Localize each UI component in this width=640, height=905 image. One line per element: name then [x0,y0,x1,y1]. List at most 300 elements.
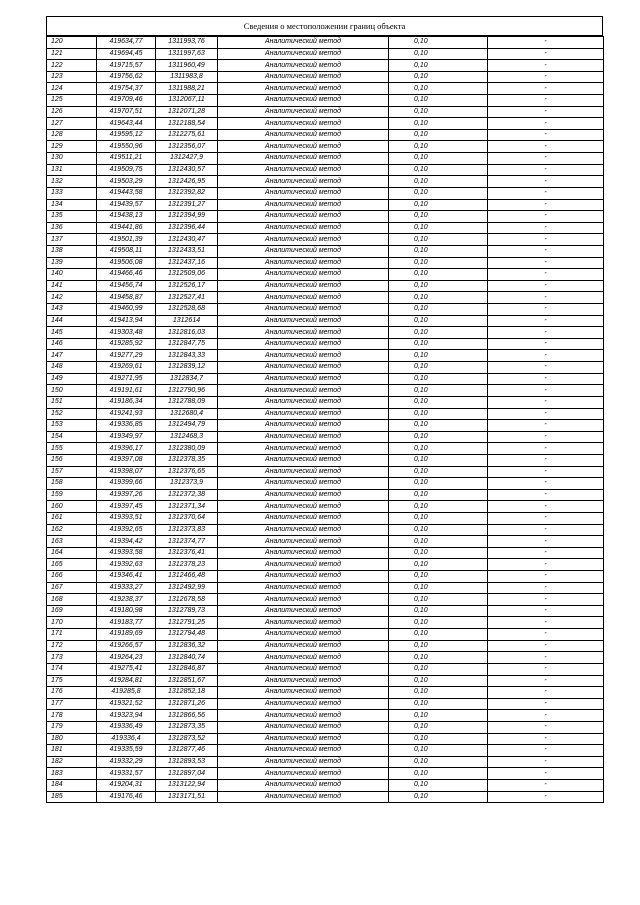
table-row [47,118,604,130]
point-number-cell: 167 [47,582,97,594]
table-row [47,60,604,72]
y-coordinate-cell: 1312836,32 [156,640,218,652]
method-cell: Аналитический метод [218,408,389,420]
x-coordinate-cell: 419331,57 [97,768,156,780]
method-cell: Аналитический метод [218,234,389,246]
precision-cell: 0,10 [389,269,488,281]
table-row [47,594,604,606]
y-coordinate-cell: 1311993,76 [156,37,218,49]
description-cell: - [488,431,604,443]
x-coordinate-cell: 419275,41 [97,663,156,675]
y-coordinate-cell: 1312526,17 [156,280,218,292]
description-cell: - [488,489,604,501]
x-coordinate-cell: 419441,86 [97,222,156,234]
method-cell: Аналитический метод [218,652,389,664]
precision-cell: 0,10 [389,559,488,571]
table-row [47,385,604,397]
table-row [47,454,604,466]
table-row [47,280,604,292]
table-row [47,292,604,304]
description-cell: - [488,791,604,803]
description-cell: - [488,269,604,281]
method-cell: Аналитический метод [218,269,389,281]
point-number-cell: 182 [47,756,97,768]
y-coordinate-cell: 1312678,58 [156,594,218,606]
description-cell: - [488,304,604,316]
method-cell: Аналитический метод [218,745,389,757]
table-row [47,431,604,443]
precision-cell: 0,10 [389,362,488,374]
table-row [47,153,604,165]
table-row [47,37,604,49]
precision-cell: 0,10 [389,791,488,803]
method-cell: Аналитический метод [218,640,389,652]
method-cell: Аналитический метод [218,95,389,107]
description-cell: - [488,501,604,513]
x-coordinate-cell: 419336,49 [97,721,156,733]
method-cell: Аналитический метод [218,106,389,118]
method-cell: Аналитический метод [218,710,389,722]
description-cell: - [488,780,604,792]
precision-cell: 0,10 [389,478,488,490]
x-coordinate-cell: 419458,87 [97,292,156,304]
description-cell: - [488,106,604,118]
x-coordinate-cell: 419284,81 [97,675,156,687]
description-cell: - [488,768,604,780]
x-coordinate-cell: 419183,77 [97,617,156,629]
point-number-cell: 148 [47,362,97,374]
y-coordinate-cell: 1312840,74 [156,652,218,664]
y-coordinate-cell: 1312680,4 [156,408,218,420]
point-number-cell: 164 [47,547,97,559]
precision-cell: 0,10 [389,245,488,257]
description-cell: - [488,222,604,234]
method-cell: Аналитический метод [218,582,389,594]
x-coordinate-cell: 419264,23 [97,652,156,664]
y-coordinate-cell: 1312897,04 [156,768,218,780]
y-coordinate-cell: 1311983,8 [156,71,218,83]
description-cell: - [488,721,604,733]
x-coordinate-cell: 419392,65 [97,524,156,536]
y-coordinate-cell: 1312370,64 [156,512,218,524]
point-number-cell: 140 [47,269,97,281]
description-cell: - [488,396,604,408]
table-row [47,338,604,350]
y-coordinate-cell: 1312373,9 [156,478,218,490]
description-cell: - [488,129,604,141]
point-number-cell: 126 [47,106,97,118]
point-number-cell: 154 [47,431,97,443]
method-cell: Аналитический метод [218,396,389,408]
point-number-cell: 163 [47,536,97,548]
y-coordinate-cell: 1312847,75 [156,338,218,350]
point-number-cell: 134 [47,199,97,211]
point-number-cell: 120 [47,37,97,49]
method-cell: Аналитический метод [218,222,389,234]
x-coordinate-cell: 419191,61 [97,385,156,397]
x-coordinate-cell: 419393,51 [97,512,156,524]
x-coordinate-cell: 419397,26 [97,489,156,501]
x-coordinate-cell: 419336,85 [97,420,156,432]
description-cell: - [488,153,604,165]
x-coordinate-cell: 419186,34 [97,396,156,408]
y-coordinate-cell: 1312067,11 [156,95,218,107]
x-coordinate-cell: 419399,66 [97,478,156,490]
y-coordinate-cell: 1312376,65 [156,466,218,478]
x-coordinate-cell: 419509,75 [97,164,156,176]
y-coordinate-cell: 1312430,57 [156,164,218,176]
precision-cell: 0,10 [389,129,488,141]
y-coordinate-cell: 1311988,21 [156,83,218,95]
x-coordinate-cell: 419333,27 [97,582,156,594]
description-cell: - [488,617,604,629]
y-coordinate-cell: 1312372,38 [156,489,218,501]
method-cell: Аналитический метод [218,71,389,83]
description-cell: - [488,385,604,397]
table-row [47,617,604,629]
table-row [47,501,604,513]
precision-cell: 0,10 [389,292,488,304]
precision-cell: 0,10 [389,338,488,350]
point-number-cell: 171 [47,629,97,641]
method-cell: Аналитический метод [218,164,389,176]
point-number-cell: 162 [47,524,97,536]
table-row [47,652,604,664]
point-number-cell: 177 [47,698,97,710]
y-coordinate-cell: 1312376,41 [156,547,218,559]
y-coordinate-cell: 1312356,07 [156,141,218,153]
method-cell: Аналитический метод [218,153,389,165]
precision-cell: 0,10 [389,640,488,652]
x-coordinate-cell: 419346,41 [97,571,156,583]
x-coordinate-cell: 419443,58 [97,187,156,199]
table-row [47,478,604,490]
point-number-cell: 170 [47,617,97,629]
y-coordinate-cell: 1312396,44 [156,222,218,234]
point-number-cell: 165 [47,559,97,571]
table-row [47,396,604,408]
description-cell: - [488,454,604,466]
precision-cell: 0,10 [389,327,488,339]
table-row [47,443,604,455]
point-number-cell: 144 [47,315,97,327]
x-coordinate-cell: 419501,39 [97,234,156,246]
method-cell: Аналитический метод [218,187,389,199]
point-number-cell: 178 [47,710,97,722]
method-cell: Аналитический метод [218,768,389,780]
x-coordinate-cell: 419349,97 [97,431,156,443]
description-cell: - [488,234,604,246]
y-coordinate-cell: 1312873,52 [156,733,218,745]
table-row [47,106,604,118]
precision-cell: 0,10 [389,304,488,316]
precision-cell: 0,10 [389,153,488,165]
description-cell: - [488,536,604,548]
description-cell: - [488,141,604,153]
point-number-cell: 158 [47,478,97,490]
table-row [47,362,604,374]
table-row [47,199,604,211]
point-number-cell: 160 [47,501,97,513]
description-cell: - [488,733,604,745]
y-coordinate-cell: 1312437,16 [156,257,218,269]
x-coordinate-cell: 419511,21 [97,153,156,165]
method-cell: Аналитический метод [218,118,389,130]
precision-cell: 0,10 [389,83,488,95]
precision-cell: 0,10 [389,524,488,536]
y-coordinate-cell: 1312834,7 [156,373,218,385]
description-cell: - [488,292,604,304]
table-row [47,582,604,594]
method-cell: Аналитический метод [218,536,389,548]
method-cell: Аналитический метод [218,791,389,803]
table-row [47,571,604,583]
precision-cell: 0,10 [389,733,488,745]
point-number-cell: 150 [47,385,97,397]
point-number-cell: 155 [47,443,97,455]
x-coordinate-cell: 419466,46 [97,269,156,281]
point-number-cell: 138 [47,245,97,257]
table-row [47,234,604,246]
description-cell: - [488,663,604,675]
table-row [47,141,604,153]
precision-cell: 0,10 [389,768,488,780]
precision-cell: 0,10 [389,629,488,641]
precision-cell: 0,10 [389,257,488,269]
table-row [47,304,604,316]
point-number-cell: 153 [47,420,97,432]
table-row [47,164,604,176]
point-number-cell: 127 [47,118,97,130]
method-cell: Аналитический метод [218,83,389,95]
table-body [47,37,604,803]
table-row [47,408,604,420]
method-cell: Аналитический метод [218,478,389,490]
method-cell: Аналитический метод [218,280,389,292]
table-row [47,129,604,141]
point-number-cell: 184 [47,780,97,792]
description-cell: - [488,745,604,757]
y-coordinate-cell: 1312492,99 [156,582,218,594]
x-coordinate-cell: 419277,29 [97,350,156,362]
table-row [47,547,604,559]
description-cell: - [488,373,604,385]
precision-cell: 0,10 [389,536,488,548]
precision-cell: 0,10 [389,176,488,188]
method-cell: Аналитический метод [218,698,389,710]
table-row [47,269,604,281]
precision-cell: 0,10 [389,396,488,408]
description-cell: - [488,478,604,490]
method-cell: Аналитический метод [218,292,389,304]
description-cell: - [488,524,604,536]
precision-cell: 0,10 [389,408,488,420]
x-coordinate-cell: 419439,57 [97,199,156,211]
precision-cell: 0,10 [389,617,488,629]
precision-cell: 0,10 [389,605,488,617]
table-row [47,791,604,803]
point-number-cell: 157 [47,466,97,478]
y-coordinate-cell: 1312494,79 [156,420,218,432]
precision-cell: 0,10 [389,420,488,432]
y-coordinate-cell: 1312528,68 [156,304,218,316]
y-coordinate-cell: 1312789,73 [156,605,218,617]
precision-cell: 0,10 [389,489,488,501]
y-coordinate-cell: 1312380,09 [156,443,218,455]
precision-cell: 0,10 [389,373,488,385]
point-number-cell: 129 [47,141,97,153]
method-cell: Аналитический метод [218,362,389,374]
point-number-cell: 175 [47,675,97,687]
method-cell: Аналитический метод [218,501,389,513]
y-coordinate-cell: 1312371,34 [156,501,218,513]
x-coordinate-cell: 419323,94 [97,710,156,722]
precision-cell: 0,10 [389,199,488,211]
table-row [47,350,604,362]
table-row [47,512,604,524]
precision-cell: 0,10 [389,211,488,223]
method-cell: Аналитический метод [218,211,389,223]
point-number-cell: 176 [47,687,97,699]
table-row [47,733,604,745]
point-number-cell: 168 [47,594,97,606]
precision-cell: 0,10 [389,454,488,466]
description-cell: - [488,350,604,362]
x-coordinate-cell: 419460,99 [97,304,156,316]
description-cell: - [488,338,604,350]
table-row [47,245,604,257]
point-number-cell: 151 [47,396,97,408]
x-coordinate-cell: 419397,08 [97,454,156,466]
table-row [47,48,604,60]
point-number-cell: 139 [47,257,97,269]
precision-cell: 0,10 [389,756,488,768]
table-row [47,559,604,571]
x-coordinate-cell: 419271,95 [97,373,156,385]
y-coordinate-cell: 1313171,51 [156,791,218,803]
precision-cell: 0,10 [389,37,488,49]
y-coordinate-cell: 1312427,9 [156,153,218,165]
description-cell: - [488,640,604,652]
point-number-cell: 183 [47,768,97,780]
description-cell: - [488,164,604,176]
description-cell: - [488,629,604,641]
precision-cell: 0,10 [389,466,488,478]
description-cell: - [488,118,604,130]
description-cell: - [488,547,604,559]
point-number-cell: 180 [47,733,97,745]
method-cell: Аналитический метод [218,257,389,269]
y-coordinate-cell: 1312614 [156,315,218,327]
method-cell: Аналитический метод [218,420,389,432]
table-row [47,466,604,478]
y-coordinate-cell: 1312790,96 [156,385,218,397]
description-cell: - [488,571,604,583]
y-coordinate-cell: 1312846,87 [156,663,218,675]
description-cell: - [488,315,604,327]
method-cell: Аналитический метод [218,37,389,49]
y-coordinate-cell: 1312378,23 [156,559,218,571]
point-number-cell: 132 [47,176,97,188]
y-coordinate-cell: 1312788,09 [156,396,218,408]
table-row [47,187,604,199]
method-cell: Аналитический метод [218,756,389,768]
precision-cell: 0,10 [389,780,488,792]
point-number-cell: 131 [47,164,97,176]
x-coordinate-cell: 419456,74 [97,280,156,292]
x-coordinate-cell: 419503,29 [97,176,156,188]
description-cell: - [488,408,604,420]
x-coordinate-cell: 419715,57 [97,60,156,72]
x-coordinate-cell: 419707,51 [97,106,156,118]
description-cell: - [488,362,604,374]
x-coordinate-cell: 419321,52 [97,698,156,710]
precision-cell: 0,10 [389,501,488,513]
table-row [47,373,604,385]
table-row [47,768,604,780]
description-cell: - [488,48,604,60]
description-cell: - [488,756,604,768]
x-coordinate-cell: 419398,07 [97,466,156,478]
y-coordinate-cell: 1312794,48 [156,629,218,641]
description-cell: - [488,420,604,432]
point-number-cell: 161 [47,512,97,524]
x-coordinate-cell: 419392,63 [97,559,156,571]
table-row [47,710,604,722]
point-number-cell: 128 [47,129,97,141]
x-coordinate-cell: 419694,45 [97,48,156,60]
description-cell: - [488,710,604,722]
method-cell: Аналитический метод [218,733,389,745]
x-coordinate-cell: 419438,13 [97,211,156,223]
x-coordinate-cell: 419180,98 [97,605,156,617]
precision-cell: 0,10 [389,547,488,559]
y-coordinate-cell: 1312188,54 [156,118,218,130]
description-cell: - [488,605,604,617]
x-coordinate-cell: 419508,11 [97,245,156,257]
description-cell: - [488,594,604,606]
method-cell: Аналитический метод [218,176,389,188]
boundary-points-table [46,36,604,803]
method-cell: Аналитический метод [218,780,389,792]
x-coordinate-cell: 419506,08 [97,257,156,269]
y-coordinate-cell: 1312426,95 [156,176,218,188]
method-cell: Аналитический метод [218,338,389,350]
x-coordinate-cell: 419204,31 [97,780,156,792]
x-coordinate-cell: 419397,45 [97,501,156,513]
precision-cell: 0,10 [389,48,488,60]
x-coordinate-cell: 419176,46 [97,791,156,803]
table-row [47,211,604,223]
method-cell: Аналитический метод [218,617,389,629]
description-cell: - [488,675,604,687]
precision-cell: 0,10 [389,571,488,583]
precision-cell: 0,10 [389,443,488,455]
x-coordinate-cell: 419413,94 [97,315,156,327]
y-coordinate-cell: 1312527,41 [156,292,218,304]
y-coordinate-cell: 1311960,49 [156,60,218,72]
description-cell: - [488,280,604,292]
table-row [47,71,604,83]
method-cell: Аналитический метод [218,315,389,327]
document-title: Сведения о местоположении границ объекта [46,16,603,36]
description-cell: - [488,327,604,339]
precision-cell: 0,10 [389,721,488,733]
y-coordinate-cell: 1312378,35 [156,454,218,466]
method-cell: Аналитический метод [218,675,389,687]
method-cell: Аналитический метод [218,350,389,362]
point-number-cell: 169 [47,605,97,617]
